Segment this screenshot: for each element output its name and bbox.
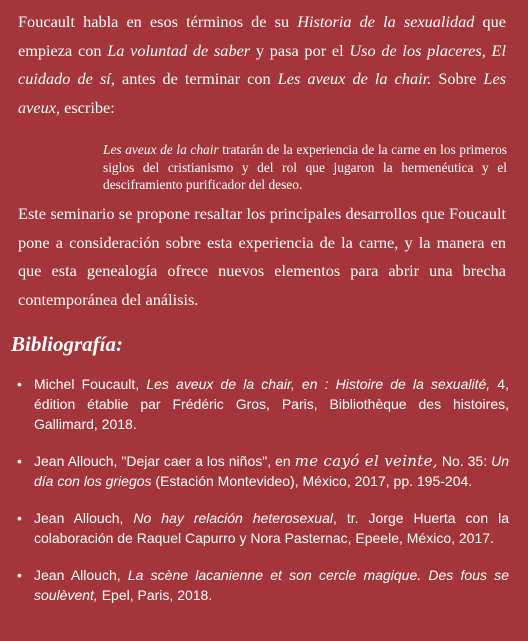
intro-title-historia: Historia de la sexualidad bbox=[297, 12, 475, 31]
bib-item-2-journal-logo: me cayó el veinte, bbox=[294, 452, 438, 470]
bibliography-heading: Bibliografía: bbox=[11, 332, 124, 356]
bibliography-item bbox=[0, 451, 528, 491]
intro-text-2: que empieza con bbox=[18, 12, 507, 60]
quote-title: Les aveux de la chair bbox=[103, 142, 219, 157]
bib-item-2-title: Un día con los griegos bbox=[34, 453, 509, 489]
bib-item-4-text-2: Epel, Paris, 2018. bbox=[97, 587, 213, 603]
bib-item-1-text-2: 4, édition établie par Frédéric Gros, Paris, Bibliothèque des histoires, Gallimard, 2018. bbox=[34, 376, 509, 432]
intro-text-1: Foucault habla en esos términos de su bbox=[18, 12, 298, 31]
block-quote bbox=[103, 141, 507, 194]
intro-title-uso: Uso de los placeres, El cuidado de sí bbox=[18, 40, 506, 88]
bibliography-list bbox=[0, 374, 528, 622]
bibliography-item bbox=[0, 374, 528, 434]
intro-text-3: y pasa por el bbox=[250, 40, 350, 60]
bib-item-3-text-1: Jean Allouch, bbox=[34, 510, 134, 526]
bib-item-4-title: La scène lacanienne et son cercle magique. Des fous se soulèvent, bbox=[34, 567, 509, 603]
intro-text-4: , antes de terminar con bbox=[110, 69, 278, 88]
bib-item-1-text-1: Michel Foucault, bbox=[34, 376, 147, 392]
seminar-paragraph: Este seminario se propone resaltar los principales desarrollos que Foucault pone a consideración sobre esta experiencia de la carne, y la manera en que esta genealogía ofrece nuevos elementos para abrir una brecha contemporánea del análisis. bbox=[18, 204, 506, 309]
intro-text-5: Sobre bbox=[431, 69, 484, 88]
intro-title-aveux-short: Les aveux bbox=[18, 69, 507, 117]
bib-item-1-title: Les aveux de la chair, en : Histoire de la sexualité, bbox=[146, 376, 491, 392]
intro-title-aveux: Les aveux de la chair. bbox=[277, 69, 432, 88]
intro-title-voluntad: La voluntad de saber bbox=[107, 40, 251, 60]
bib-item-2-text-2: No. 35: bbox=[437, 453, 492, 469]
bibliography-item bbox=[0, 508, 528, 548]
bib-item-3-text-2: , tr. Jorge Huerta con la colaboración de Raquel Capurro y Nora Pasternac, Epeele, México, 2017. bbox=[34, 510, 509, 546]
bib-item-2-text-1: Jean Allouch, "Dejar caer a los niños", en bbox=[34, 453, 295, 469]
bib-item-4-text-1: Jean Allouch, bbox=[34, 567, 128, 583]
intro-text-6: , escribe: bbox=[55, 97, 115, 117]
bib-item-2-text-3: (Estación Montevideo), México, 2017, pp. 195-204. bbox=[151, 473, 473, 489]
bibliography-item bbox=[0, 565, 528, 605]
bib-item-3-title: No hay relación heterosexual bbox=[133, 510, 333, 526]
quote-text: tratarán de la experiencia de la carne en los primeros siglos del cristianismo y del rol que jugaron la hermenéutica y el desciframiento purificador del deseo. bbox=[103, 142, 507, 192]
intro-paragraph bbox=[18, 8, 506, 122]
